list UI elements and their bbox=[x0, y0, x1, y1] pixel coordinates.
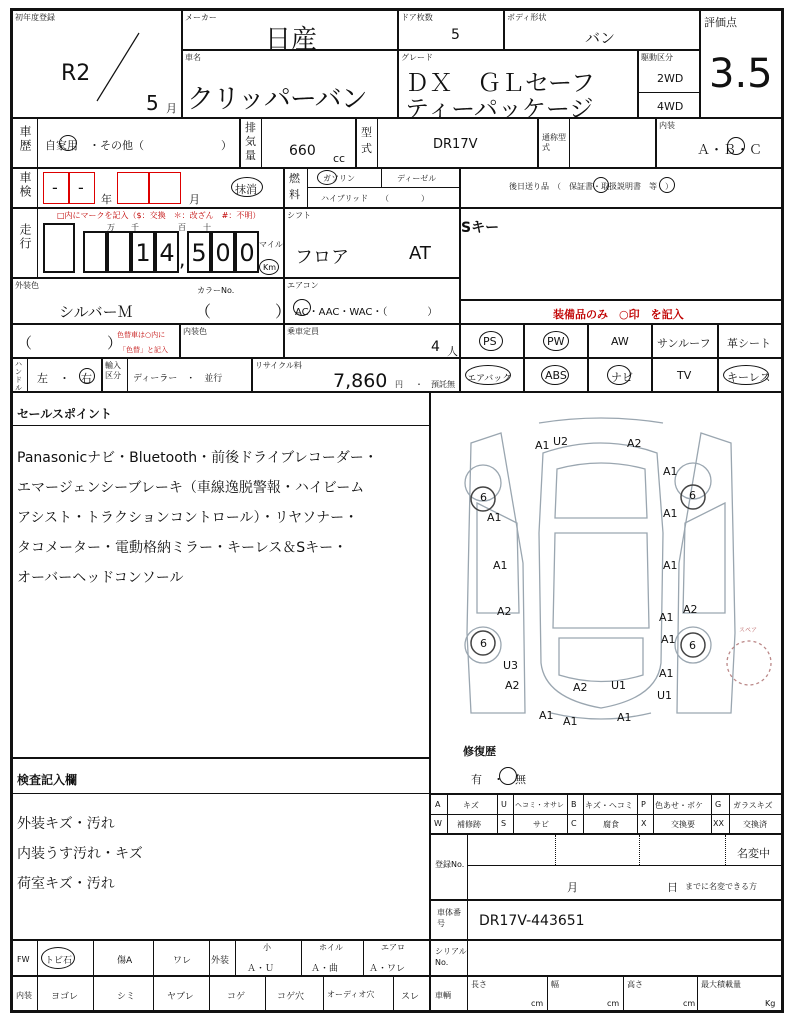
doors-label: ドア枚数 bbox=[401, 13, 433, 22]
interior-damage-row bbox=[12, 976, 430, 1011]
first-reg-label: 初年度登録 bbox=[15, 13, 55, 22]
weight-unit: Kg bbox=[765, 999, 776, 1008]
legend-desc: サビ bbox=[533, 820, 549, 829]
cc-unit: cc bbox=[333, 152, 346, 165]
damage-mark: A2 bbox=[497, 605, 512, 618]
interior-color-label: 内装色 bbox=[183, 327, 207, 336]
length-unit: cm bbox=[531, 999, 544, 1008]
width-label: 幅 bbox=[551, 980, 559, 989]
tire-depth: 6 bbox=[689, 639, 696, 652]
legend-code: X bbox=[641, 819, 647, 828]
mileage-label: 走行 bbox=[18, 223, 32, 251]
damage-mark: U1 bbox=[657, 689, 673, 702]
legend-desc: 交換済 bbox=[743, 820, 767, 829]
grade-line1: ＤＸ ＧＬセーフ bbox=[405, 69, 595, 97]
ten-k-label: 万 bbox=[107, 223, 115, 232]
legend-code: S bbox=[501, 819, 507, 828]
dims-label: 車輌 bbox=[435, 991, 451, 1000]
damage-mark: A1 bbox=[659, 611, 674, 624]
fw-cell: トビ石 bbox=[45, 956, 73, 966]
interior-damage: オーディオ穴 bbox=[327, 990, 375, 999]
name-change-pending: 名変中 bbox=[737, 847, 770, 860]
sales-line: エマージェンシーブレーキ（車線逸脱警報・ハイビーム bbox=[17, 480, 365, 496]
circle-mark bbox=[723, 365, 769, 385]
damage-mark: U2 bbox=[553, 435, 569, 448]
fuel-hybrid-paren: （ ） bbox=[381, 194, 429, 203]
reg-until: までに名変できる方 bbox=[685, 882, 757, 891]
circle-mark bbox=[593, 177, 609, 193]
car-diagram bbox=[431, 413, 781, 743]
handle-divider bbox=[27, 359, 28, 391]
maker-value: 日産 bbox=[265, 25, 318, 55]
circle-mark bbox=[465, 365, 511, 385]
month-box-2 bbox=[149, 172, 181, 204]
aero-value: Ａ・ワレ bbox=[369, 964, 406, 974]
year-unit: 年 bbox=[101, 193, 112, 206]
legend-desc: ガラスキズ bbox=[733, 801, 773, 810]
fuel-divider bbox=[307, 169, 308, 207]
disp-divider bbox=[261, 119, 262, 167]
recycle-cell bbox=[252, 358, 460, 392]
circle-mark bbox=[59, 135, 77, 151]
fuel-cell bbox=[284, 168, 460, 208]
aero-label: エアロ bbox=[381, 943, 405, 952]
damage-mark: A1 bbox=[661, 633, 676, 646]
inspection-line: 荷室キズ・汚れ bbox=[17, 876, 115, 892]
common-model-cell bbox=[538, 118, 656, 168]
equip-sunroof-label: サンルーフ bbox=[657, 337, 711, 350]
equip-abs-label: ABS bbox=[545, 369, 567, 382]
first-registration-cell bbox=[12, 10, 182, 118]
drive-cell bbox=[638, 50, 700, 118]
history-label: 車歴 bbox=[18, 125, 32, 153]
spare-label: スペア bbox=[739, 627, 758, 634]
circle-mark bbox=[659, 177, 675, 193]
interior-color-cell bbox=[180, 324, 284, 358]
equip-keyless-label: キーレス bbox=[727, 371, 771, 384]
score-label: 評価点 bbox=[704, 16, 737, 29]
legend-desc: キズ・ヘコミ bbox=[585, 801, 633, 810]
odometer-digit: 0 bbox=[235, 231, 259, 273]
handle-label: ハンドル bbox=[15, 360, 22, 392]
damage-mark: U1 bbox=[611, 679, 627, 692]
displacement-value: 660 bbox=[289, 143, 316, 159]
year-box-1: - bbox=[43, 172, 69, 204]
circle-mark bbox=[607, 365, 631, 385]
month-unit: 月 bbox=[189, 193, 200, 206]
odometer-flag-box bbox=[43, 223, 75, 273]
interior-damage: ヤブレ bbox=[167, 992, 194, 1002]
unregistered: 抹消 bbox=[235, 183, 257, 196]
serial-cell bbox=[430, 940, 782, 976]
damage-mark: A1 bbox=[663, 559, 678, 572]
interior-row-label: 内装 bbox=[16, 991, 32, 1000]
sales-line: アシスト・トラクションコントロール）・リヤソナー・ bbox=[17, 510, 359, 526]
color-change-note-2: 「色替」と記入 bbox=[119, 346, 168, 354]
equip-abs bbox=[524, 358, 588, 392]
drive-4wd: 4WD bbox=[657, 100, 684, 113]
legend-code: B bbox=[571, 800, 577, 809]
ten-label: 十 bbox=[203, 223, 211, 232]
inspection-divider bbox=[13, 793, 429, 794]
grade-cell bbox=[398, 50, 638, 123]
month-box-1 bbox=[117, 172, 149, 204]
legend-desc: キズ bbox=[463, 801, 479, 810]
skey-text: Sキー bbox=[461, 220, 500, 236]
wheel-label: ホイル bbox=[319, 943, 343, 952]
fw-cell: ワレ bbox=[173, 956, 192, 966]
color-no-label: カラーNo. bbox=[197, 286, 235, 295]
legend-code: W bbox=[434, 819, 442, 828]
color-no-value: （ ） bbox=[195, 302, 292, 321]
maker-label: メーカー bbox=[185, 13, 217, 22]
fw-label: FW bbox=[17, 955, 30, 964]
after-delivery-cell bbox=[460, 168, 782, 208]
damage-mark: A1 bbox=[493, 559, 508, 572]
equip-header: 装備品のみ ○印 を記入 bbox=[553, 308, 684, 321]
after-items-cell bbox=[460, 208, 782, 300]
height-label: 高さ bbox=[627, 980, 643, 989]
common-model-label: 通称型式 bbox=[542, 133, 566, 152]
interior-damage: ヨゴレ bbox=[51, 992, 79, 1002]
wheel-value: Ａ・曲 bbox=[311, 964, 339, 974]
small-label: 小 bbox=[263, 943, 271, 952]
exterior-label: 外装 bbox=[211, 956, 230, 966]
damage-mark: A1 bbox=[663, 465, 678, 478]
color-change-paren: （ ） bbox=[17, 334, 123, 352]
height-unit: cm bbox=[683, 999, 696, 1008]
circle-mark bbox=[727, 137, 745, 155]
vin-label: 車体番号 bbox=[437, 908, 461, 928]
damage-mark: A1 bbox=[659, 667, 674, 680]
tire-depth: 6 bbox=[480, 491, 487, 504]
legend-code: U bbox=[501, 800, 507, 809]
hundred-label: 百 bbox=[178, 223, 186, 232]
slash-divider bbox=[93, 29, 143, 104]
mileage-divider bbox=[37, 209, 38, 277]
legend-desc: ヘコミ・オサレ bbox=[515, 801, 564, 809]
damage-mark: A1 bbox=[663, 507, 678, 520]
inspection-notes-label: 検査記入欄 bbox=[17, 773, 78, 787]
recycle-value: 7,860 bbox=[333, 370, 388, 392]
common-divider bbox=[569, 119, 570, 167]
equip-airbag bbox=[460, 358, 524, 392]
history-value: 自家用 ・その他（ ） bbox=[45, 139, 232, 152]
sales-line: タコメーター・電動格納ミラー・キーレス＆Sキー・ bbox=[17, 540, 348, 556]
shift-label: シフト bbox=[287, 211, 311, 220]
legend-desc: 腐食 bbox=[603, 820, 619, 829]
deposit-text: ・ 預託無 bbox=[415, 380, 455, 389]
equip-pw-label: PW bbox=[547, 335, 565, 348]
import-cell bbox=[102, 358, 252, 392]
fuel-hdivider bbox=[307, 187, 459, 188]
sales-line: オーバーヘッドコンソール bbox=[17, 570, 184, 586]
km-unit: Km bbox=[263, 263, 277, 272]
vin-value: DR17V-443651 bbox=[479, 913, 585, 929]
exterior-color-label: 外装色 bbox=[15, 281, 39, 290]
circle-mark bbox=[541, 365, 569, 385]
legend-code: XX bbox=[713, 819, 724, 828]
fuel-hybrid: ハイブリッド bbox=[321, 194, 369, 203]
displacement-label: 排気量 bbox=[245, 121, 256, 162]
inspection-line: 内装うす汚れ・キズ bbox=[17, 846, 143, 862]
inspection-line: 外装キズ・汚れ bbox=[17, 816, 115, 832]
model-cell bbox=[356, 118, 538, 168]
inspection-notes-panel bbox=[12, 758, 430, 940]
legend-code: G bbox=[715, 800, 722, 809]
reg-year: R2 bbox=[61, 61, 91, 86]
equip-tv-label: TV bbox=[677, 369, 692, 382]
drive-2wd: 2WD bbox=[657, 72, 684, 85]
odometer-digit: 1 bbox=[131, 231, 155, 273]
person-unit: 人 bbox=[447, 345, 458, 358]
recycle-label: リサイクル料 bbox=[255, 361, 302, 370]
shift-value: フロア bbox=[295, 247, 349, 268]
length-label: 長さ bbox=[471, 980, 487, 989]
mileage-cell bbox=[12, 208, 284, 278]
registration-label: 登録No. bbox=[435, 860, 465, 869]
exterior-color-value: シルバーＭ bbox=[59, 303, 133, 321]
reg-month-unit: 月 bbox=[567, 881, 578, 894]
fuel-vdivider bbox=[381, 169, 382, 187]
exterior-color-cell bbox=[12, 278, 292, 324]
history-divider bbox=[37, 119, 38, 167]
odometer-digit bbox=[83, 231, 107, 273]
model-label: 型式 bbox=[361, 126, 372, 155]
auction-sheet bbox=[10, 8, 784, 1013]
circle-mark bbox=[543, 331, 569, 351]
interior-damage: スレ bbox=[401, 992, 420, 1002]
transmission-value: AT bbox=[409, 243, 431, 264]
damage-mark: A1 bbox=[535, 439, 550, 452]
equip-navi-label: ナビ bbox=[611, 371, 633, 384]
serial-label: シリアルNo. bbox=[435, 947, 467, 967]
drive-label: 駆動区分 bbox=[641, 53, 673, 62]
doors-cell bbox=[398, 10, 504, 50]
model-value: DR17V bbox=[433, 137, 478, 152]
thousand-label: 千 bbox=[131, 223, 139, 232]
equip-navi bbox=[588, 358, 652, 392]
damage-mark: A2 bbox=[627, 437, 642, 450]
car-diagram-panel bbox=[430, 392, 782, 794]
damage-mark: A2 bbox=[573, 681, 588, 694]
grade-label: グレード bbox=[401, 53, 433, 62]
circle-mark bbox=[259, 259, 279, 275]
yen-unit: 円 bbox=[395, 380, 403, 389]
damage-mark: A1 bbox=[539, 709, 554, 722]
import-label: 輸入区分 bbox=[105, 361, 121, 380]
legend-table bbox=[430, 794, 782, 834]
mileage-note: □内にマークを記入（$：交換 ＊：改ざん #：不明） bbox=[57, 211, 261, 220]
damage-mark: U3 bbox=[503, 659, 519, 672]
ac-value: AC・AAC・WAC・（ ） bbox=[295, 307, 438, 318]
inspection-date-cell bbox=[12, 168, 284, 208]
carname-cell bbox=[182, 50, 398, 118]
odometer-digit: 5 bbox=[187, 231, 211, 273]
import-divider bbox=[127, 359, 128, 391]
repair-label: 修復歴 bbox=[463, 745, 496, 758]
fuel-gasoline: ガソリン bbox=[323, 174, 355, 183]
repair-value: 有 ・ 無 bbox=[471, 773, 526, 786]
damage-mark: A2 bbox=[505, 679, 520, 692]
reg-month: 5 bbox=[146, 91, 159, 115]
history-cell bbox=[12, 118, 240, 168]
equip-pw bbox=[524, 324, 588, 358]
odometer-digit: 0 bbox=[211, 231, 235, 273]
equip-ps-label: PS bbox=[483, 335, 497, 348]
circle-mark bbox=[41, 947, 75, 969]
circle-mark bbox=[479, 331, 503, 351]
legend-desc: 交換要 bbox=[671, 820, 695, 829]
sales-point-panel bbox=[12, 392, 430, 758]
dimensions-row bbox=[430, 976, 782, 1011]
body-label: ボディ形状 bbox=[507, 13, 547, 22]
equip-leather bbox=[718, 324, 782, 358]
registration-cell bbox=[430, 834, 782, 900]
score-value: 3.5 bbox=[709, 51, 773, 97]
equip-sunroof bbox=[652, 324, 718, 358]
equip-airbag-label: エアバック bbox=[467, 374, 512, 384]
body-value: バン bbox=[585, 29, 616, 47]
equip-leather-label: 革シート bbox=[727, 337, 771, 350]
capacity-cell bbox=[284, 324, 460, 358]
odometer-digit bbox=[107, 231, 131, 273]
equip-tv bbox=[652, 358, 718, 392]
interior-grade-cell bbox=[656, 118, 782, 168]
small-value: Ａ・Ｕ bbox=[247, 964, 275, 974]
legend-desc: 色あせ・ボケ bbox=[655, 801, 703, 810]
damage-mark: A1 bbox=[487, 511, 502, 524]
interior-damage: シミ bbox=[117, 992, 136, 1002]
damage-mark: A1 bbox=[563, 715, 578, 728]
interior-damage: コゲ穴 bbox=[277, 992, 305, 1002]
interior-label: 内装 bbox=[659, 121, 675, 130]
tire-depth: 6 bbox=[689, 489, 696, 502]
interior-damage: コゲ bbox=[227, 992, 246, 1002]
circle-mark bbox=[499, 767, 517, 785]
color-change-note-1: 色替車は○内に bbox=[117, 331, 166, 339]
equip-ps bbox=[460, 324, 524, 358]
ac-label: エアコン bbox=[287, 281, 319, 290]
damage-mark: A1 bbox=[617, 711, 632, 724]
circle-mark bbox=[231, 177, 263, 197]
fw-row bbox=[12, 940, 430, 976]
ac-cell bbox=[284, 278, 460, 324]
after-delivery-text: 後日送り品 （ 保証書・取扱説明書 等 ） bbox=[509, 182, 673, 191]
insp-divider bbox=[37, 169, 38, 207]
year-box-2: - bbox=[69, 172, 95, 204]
sales-point-label: セールスポイント bbox=[17, 407, 112, 421]
width-unit: cm bbox=[607, 999, 620, 1008]
equip-header-cell bbox=[460, 300, 782, 324]
inspection-label: 車検 bbox=[18, 171, 32, 199]
weight-label: 最大積載量 bbox=[701, 980, 741, 989]
legend-code: C bbox=[571, 819, 577, 828]
interior-grades: Ａ・Ｂ・Ｃ bbox=[697, 143, 763, 158]
fuel-diesel: ディーゼル bbox=[397, 174, 437, 183]
displacement-cell bbox=[240, 118, 356, 168]
model-divider bbox=[377, 119, 378, 167]
capacity-label: 乗車定員 bbox=[287, 327, 319, 336]
body-cell bbox=[504, 10, 700, 50]
equip-keyless bbox=[718, 358, 782, 392]
import-value: ディーラー ・ 並行 bbox=[133, 374, 223, 384]
mile-unit: マイル bbox=[259, 240, 283, 249]
maker-cell bbox=[182, 10, 398, 55]
carname-value: クリッパーバン bbox=[187, 84, 367, 115]
capacity-value: 4 bbox=[431, 339, 440, 355]
circle-mark bbox=[317, 170, 337, 185]
drive-divider bbox=[639, 92, 699, 93]
fuel-label: 燃料 bbox=[289, 172, 300, 201]
equip-aw bbox=[588, 324, 652, 358]
odometer-digit: 4 bbox=[155, 231, 179, 273]
odometer-comma: , bbox=[179, 247, 186, 271]
vin-cell bbox=[430, 900, 782, 940]
fw-cell: 傷A bbox=[117, 956, 133, 966]
legend-code: A bbox=[435, 800, 441, 809]
damage-mark: A2 bbox=[683, 603, 698, 616]
circle-mark bbox=[293, 299, 311, 316]
score-cell bbox=[700, 10, 782, 118]
handle-value: 左 ・ 右 bbox=[37, 372, 92, 385]
handle-cell bbox=[12, 358, 102, 392]
grade-line2: ティーパッケージ bbox=[405, 95, 594, 123]
shift-cell bbox=[284, 208, 460, 278]
circle-mark bbox=[79, 368, 95, 384]
doors-value: 5 bbox=[451, 27, 460, 43]
legend-desc: 補修跡 bbox=[457, 820, 481, 829]
tire-depth: 6 bbox=[480, 637, 487, 650]
equip-aw-label: AW bbox=[611, 335, 629, 348]
legend-code: P bbox=[641, 800, 646, 809]
reg-day-unit: 日 bbox=[667, 881, 678, 894]
sales-divider bbox=[13, 425, 429, 426]
sales-line: Panasonicナビ・Bluetooth・前後ドライブレコーダー・ bbox=[17, 450, 378, 466]
carname-label: 車名 bbox=[185, 53, 201, 62]
month-unit: 月 bbox=[166, 102, 177, 115]
color-change-cell bbox=[12, 324, 180, 358]
